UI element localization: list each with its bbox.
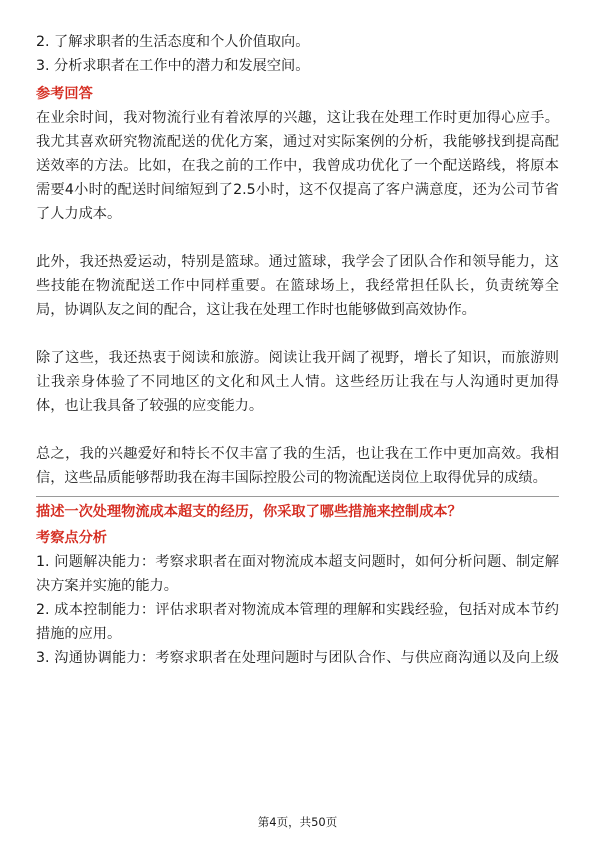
paragraph-line: 体，也让我具备了较强的应变能力。 xyxy=(36,398,264,414)
analysis-item-1 xyxy=(36,550,559,598)
answer-paragraph-4 xyxy=(36,442,559,490)
paragraph-line: 除了这些，我还热衷于阅读和旅游。阅读让我开阔了视野，增长了知识，而旅游则 xyxy=(36,350,559,366)
analysis-heading: 考察点分析 xyxy=(36,530,107,546)
analysis-line: 1. 问题解决能力：考察求职者在面对物流成本超支问题时，如何分析问题、制定解 xyxy=(36,554,559,570)
question-title: 描述一次处理物流成本超支的经历，你采取了哪些措施来控制成本？ xyxy=(36,504,462,520)
intro-item-3: 3. 分析求职者在工作中的潜力和发展空间。 xyxy=(36,58,310,74)
answer-paragraph-3 xyxy=(36,346,559,418)
analysis-line: 2. 成本控制能力：评估求职者对物流成本管理的理解和实践经验，包括对成本节约 xyxy=(36,602,559,618)
answer-paragraph-1 xyxy=(36,106,559,226)
analysis-line: 3. 沟通协调能力：考察求职者在处理问题时与团队合作、与供应商沟通以及向上级 xyxy=(36,650,559,666)
paragraph-line: 些技能在物流配送工作中同样重要。在篮球场上，我经常担任队长，负责统筹全 xyxy=(36,278,559,294)
answer-paragraph-2 xyxy=(36,250,559,322)
paragraph-line: 让我亲身体验了不同地区的文化和风土人情。这些经历让我在与人沟通时更加得 xyxy=(36,374,559,390)
section-divider xyxy=(36,496,559,497)
paragraph-line: 了人力成本。 xyxy=(36,206,122,222)
paragraph-line: 总之，我的兴趣爱好和特长不仅丰富了我的生活，也让我在工作中更加高效。我相 xyxy=(36,446,559,462)
paragraph-line: 局，协调队友之间的配合，这让我在处理工作时也能够做到高效协作。 xyxy=(36,302,476,318)
paragraph-line: 此外，我还热爱运动，特别是篮球。通过篮球，我学会了团队合作和领导能力，这 xyxy=(36,254,559,270)
document-page xyxy=(36,30,559,670)
intro-item-2: 2. 了解求职者的生活态度和个人价值取向。 xyxy=(36,34,310,50)
paragraph-line: 信，这些品质能够帮助我在海丰国际控股公司的物流配送岗位上取得优异的成绩。 xyxy=(36,470,547,486)
paragraph-line: 在业余时间，我对物流行业有着浓厚的兴趣，这让我在处理工作时更加得心应手。 xyxy=(36,110,559,126)
paragraph-line: 我尤其喜欢研究物流配送的优化方案，通过对实际案例的分析，我能够找到提高配 xyxy=(36,134,559,150)
analysis-item-2 xyxy=(36,598,559,646)
answer-heading: 参考回答 xyxy=(36,86,93,102)
analysis-line: 决方案并实施的能力。 xyxy=(36,578,178,594)
paragraph-line: 需要4小时的配送时间缩短到了2.5小时，这不仅提高了客户满意度，还为公司节省 xyxy=(36,182,559,198)
analysis-line: 措施的应用。 xyxy=(36,626,122,642)
paragraph-line: 送效率的方法。比如，在我之前的工作中，我曾成功优化了一个配送路线，将原本 xyxy=(36,158,559,174)
analysis-item-3 xyxy=(36,646,559,670)
page-number-footer: 第4页，共50页 xyxy=(257,815,338,829)
